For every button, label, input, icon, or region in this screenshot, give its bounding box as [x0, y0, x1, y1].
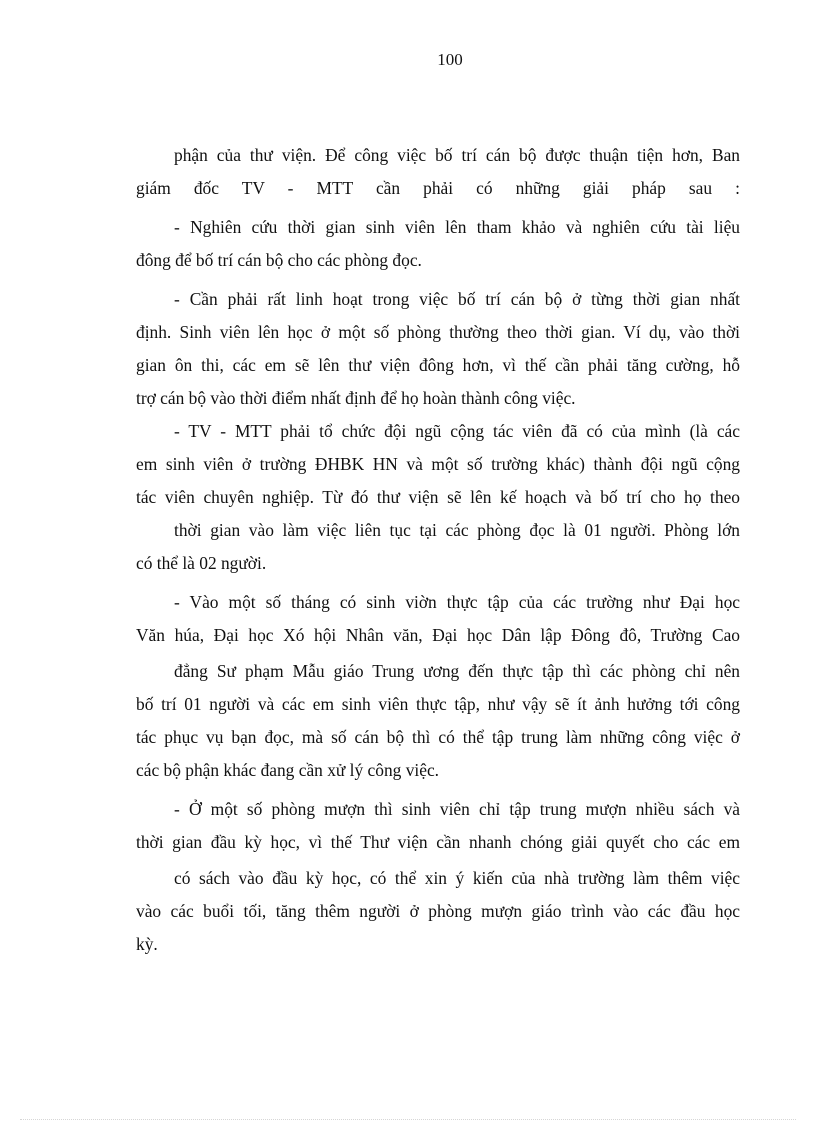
text-line: gian ôn thi, các em sẽ lên thư viện đông hơn, vì thế cần phải tăng cường, hỗ — [136, 355, 740, 375]
text-line: các bộ phận khác đang cần xử lý công việc. — [136, 760, 440, 780]
text-line: bố trí 01 người và các em sinh viên thực tập, như vậy sẽ ít ảnh hưởng tới công — [136, 694, 740, 714]
text-line: - TV - MTT phải tổ chức đội ngũ cộng tác viên đã có của mình (là các — [174, 421, 740, 441]
text-line: - Vào một số tháng có sinh viờn thực tập của các trường như Đại học — [174, 592, 740, 612]
paragraph — [136, 586, 740, 787]
text-line: - Ở một số phòng mượn thì sinh viên chỉ tập trung mượn nhiều sách và — [174, 799, 740, 819]
paragraph — [136, 793, 740, 961]
text-line: em sinh viên ở trường ĐHBK HN và một số trường khác) thành đội ngũ cộng — [136, 454, 740, 474]
text-line: đẳng Sư phạm Mẫu giáo Trung ương đến thực tập thì các phòng chỉ nên — [174, 661, 740, 681]
text-line: - Nghiên cứu thời gian sinh viên lên tham khảo và nghiên cứu tài liệu — [174, 217, 740, 237]
page-bottom-divider — [20, 1119, 796, 1120]
text-line: trợ cán bộ vào thời điểm nhất định để họ hoàn thành công việc. — [136, 388, 576, 408]
text-line: tác viên chuyên nghiệp. Từ đó thư viện sẽ lên kế hoạch và bố trí cho họ theo — [136, 487, 740, 507]
text-line: tác phục vụ bạn đọc, mà số cán bộ thì có thể tập trung làm những công việc ở — [136, 727, 740, 747]
text-line: giám đốc TV - MTT cần phải có những giải pháp sau : — [136, 178, 740, 198]
document-body — [136, 139, 740, 961]
text-line: - Cần phải rất linh hoạt trong việc bố trí cán bộ ở từng thời gian nhất — [174, 289, 740, 309]
text-line: Văn húa, Đại học Xó hội Nhân văn, Đại học Dân lập Đông đô, Trường Cao — [136, 625, 740, 645]
text-line: vào các buổi tối, tăng thêm người ở phòng mượn giáo trình vào các đầu học — [136, 901, 740, 921]
text-line: có sách vào đầu kỳ học, có thể xin ý kiến của nhà trường làm thêm việc — [174, 868, 740, 888]
paragraph — [136, 139, 740, 205]
text-line: có thể là 02 người. — [136, 553, 267, 573]
paragraph — [136, 211, 740, 277]
text-line: phận của thư viện. Để công việc bố trí cán bộ được thuận tiện hơn, Ban — [174, 145, 740, 165]
text-line: thời gian vào làm việc liên tục tại các phòng đọc là 01 người. Phòng lớn — [174, 520, 740, 540]
paragraph — [136, 283, 740, 415]
text-line: định. Sinh viên lên học ở một số phòng thường theo thời gian. Ví dụ, vào thời — [136, 322, 740, 342]
paragraph — [136, 415, 740, 580]
text-line: thời gian đầu kỳ học, vì thế Thư viện cần nhanh chóng giải quyết cho các em — [136, 832, 740, 852]
page-number: 100 — [437, 50, 463, 69]
text-line: đông để bố trí cán bộ cho các phòng đọc. — [136, 250, 422, 270]
text-line: kỳ. — [136, 934, 158, 954]
